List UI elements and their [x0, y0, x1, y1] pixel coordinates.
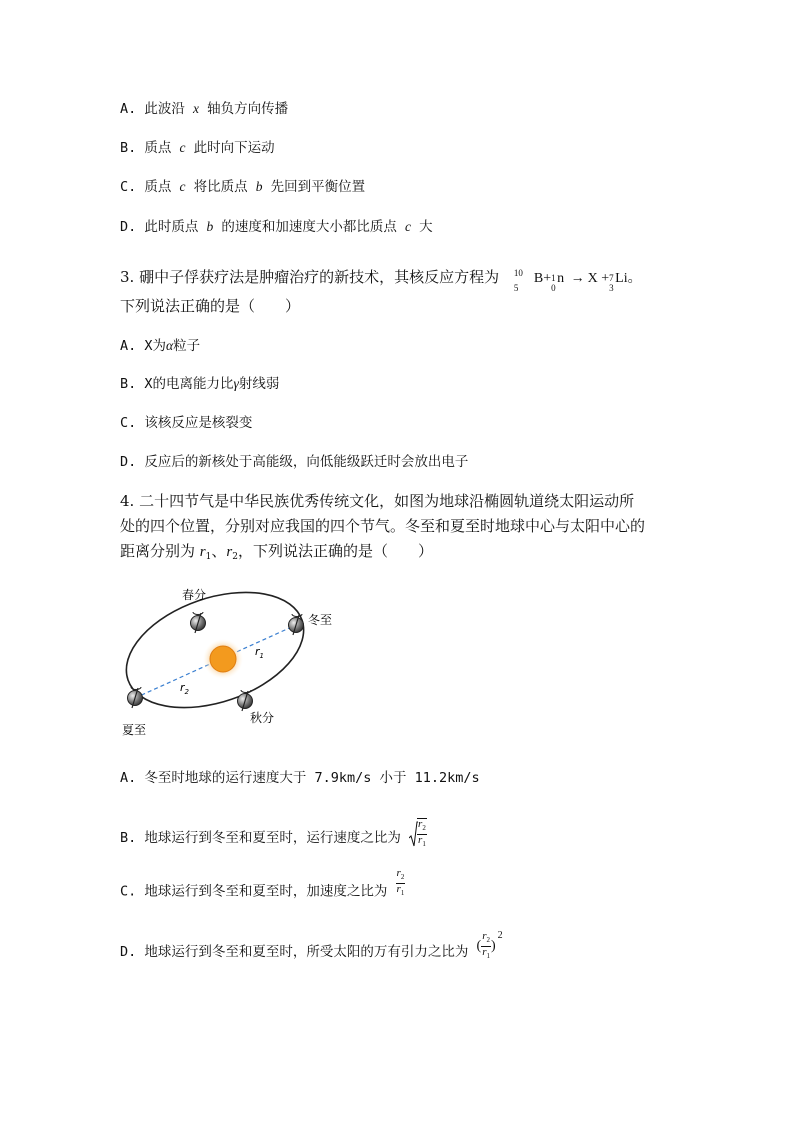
q3-option-d: D. 反应后的新核处于高能级，向低能级跃迁时会放出电子	[120, 454, 469, 470]
force-ratio-squared: ( $\frac{r_2}{r_1}$ )$^2$	[476, 929, 503, 961]
q2-option-b: B. 质点 c 此时向下运动	[120, 140, 275, 156]
q4-stem-line2: 处的四个位置，分别对应我国的四个节气。冬至和夏至时地球中心与太阳中心的	[120, 517, 646, 535]
earth-chunfen	[191, 612, 206, 633]
q3-stem-line2: 下列说法正确的是（ ）	[120, 297, 301, 315]
sun	[210, 646, 236, 672]
earth-qiufen	[238, 690, 253, 711]
q4-option-d: D. 地球运行到冬至和夏至时，所受太阳的万有引力之比为 ( $\frac{r_2}{r_1}$ )$^2$	[120, 929, 503, 961]
label-chunfen: 春分	[182, 588, 207, 602]
sqrt-ratio: $\frac{r_2}{r_1}$	[409, 818, 427, 850]
orbit-diagram	[110, 578, 360, 743]
earth-xiazhi	[128, 687, 143, 708]
label-dongzhi: 冬至	[308, 613, 333, 627]
q4-option-b: B. 地球运行到冬至和夏至时，运行速度之比为 $\frac{r_2}{r_1}$	[120, 818, 426, 849]
accel-ratio: $\frac{r_2}{r_1}$	[396, 867, 405, 898]
q3-option-a: A. X为α粒子	[120, 338, 201, 354]
q4-stem-line3: 距离分别为 $r_1$、$r_2$，下列说法正确的是（ ）	[120, 542, 433, 562]
q3-option-c: C. 该核反应是核裂变	[120, 415, 253, 431]
label-xiazhi: 夏至	[122, 723, 147, 737]
q2-option-c: C. 质点 c 将比质点 b 先回到平衡位置	[120, 179, 366, 195]
q2-option-d: D. 此时质点 b 的速度和加速度大小都比质点 c 大	[120, 219, 433, 235]
r2-label: $r_2$	[180, 681, 189, 696]
label-qiufen: 秋分	[250, 711, 275, 725]
q2-option-a: A. 此波沿 x 轴负方向传播	[120, 101, 289, 117]
q3-option-b: B. X的电离能力比γ射线弱	[120, 376, 280, 392]
q4-option-c: C. 地球运行到冬至和夏至时，加速度之比为 $\frac{r_2}{r_1}$	[120, 867, 405, 900]
q3-stem-line1: 3. 硼中子俘获疗法是肿瘤治疗的新技术，其核反应方程为 10 5 B+ 1 0 n → X + 7 3 Li。	[120, 267, 642, 293]
q3-nuclear-equation: 10 5 B+ 1 0 n → X + 7 3 Li。	[513, 267, 642, 293]
q4-stem-line1: 4. 二十四节气是中华民族优秀传统文化，如图为地球沿椭圆轨道绕太阳运动所	[120, 492, 635, 510]
r1-label: $r_1$	[255, 645, 264, 660]
q4-option-a: A. 冬至时地球的运行速度大于 7.9km/s 小于 11.2km/s	[120, 770, 480, 786]
